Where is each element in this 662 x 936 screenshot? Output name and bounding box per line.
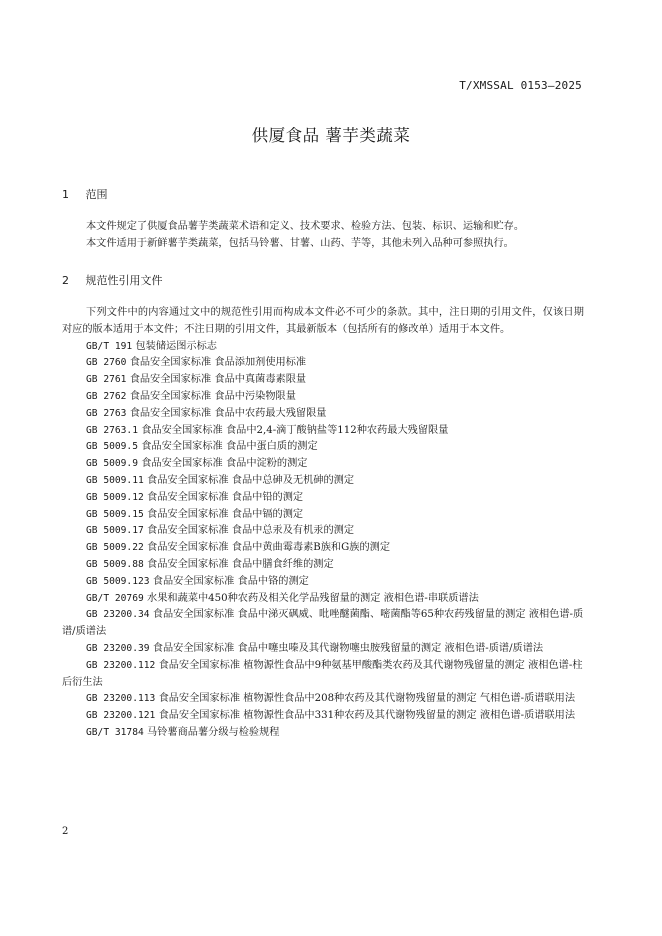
reference-code: GB/T 191: [86, 340, 133, 352]
reference-item: [62, 607, 584, 641]
reference-item: [62, 708, 584, 725]
reference-title: 食品安全国家标准 食品中涕灭砜威、吡唑醚菌酯、嘧菌酯等65种农药残留量的测定 液相色谱-质谱/质谱法: [62, 609, 584, 638]
reference-title: 食品安全国家标准 植物源性食品中208种农药及其代谢物残留量的测定 气相色谱-质谱联用法: [158, 693, 576, 705]
reference-title: 食品安全国家标准 食品中淀粉的测定: [141, 458, 308, 470]
reference-item: [62, 355, 584, 372]
reference-code: GB 2763: [86, 407, 127, 419]
reference-code: GB 5009.22: [86, 542, 144, 554]
reference-title: 食品安全国家标准 食品中真菌毒素限量: [129, 374, 307, 386]
paragraph: 下列文件中的内容通过文中的规范性引用而构成本文件必不可少的条款。其中，注日期的引用文件，仅该日期对应的版本适用于本文件；不注日期的引用文件，其最新版本（包括所有的修改单）适用于本文件。: [62, 307, 584, 335]
reference-code: GB 2760: [86, 357, 127, 369]
page-number: 2: [62, 826, 69, 837]
reference-item: [62, 473, 584, 490]
reference-item: [62, 423, 584, 440]
section-number: 1: [62, 188, 69, 201]
reference-title: 水果和蔬菜中450种农药及相关化学品残留量的测定 液相色谱-串联质谱法: [147, 592, 479, 604]
reference-item: [62, 641, 584, 658]
reference-title: 包装储运图示标志: [135, 340, 217, 352]
reference-code: GB 5009.88: [86, 558, 144, 570]
reference-title: 食品安全国家标准 食品中铅的测定: [147, 491, 304, 503]
reference-item: [62, 725, 584, 742]
reference-code: GB 5009.15: [86, 508, 144, 520]
reference-item: [62, 406, 584, 423]
reference-list: [62, 339, 584, 742]
reference-title: 食品安全国家标准 植物源性食品中9种氨基甲酸酯类农药及其代谢物残留量的测定 液相色谱-柱后衍生法: [62, 659, 583, 688]
reference-title: 食品安全国家标准 食品中农药最大残留限量: [129, 407, 327, 419]
page-title: 供厦食品 薯芋类蔬菜: [251, 126, 411, 145]
reference-code: GB/T 31784: [86, 726, 144, 738]
reference-code: GB 5009.123: [86, 575, 150, 587]
section-2-heading: [62, 272, 163, 288]
reference-code: GB 23200.39: [86, 642, 150, 654]
reference-title: 马铃薯商品薯分级与检验规程: [147, 726, 280, 738]
document-code: T/XMSSAL 0153—2025: [459, 79, 582, 92]
reference-item: [62, 523, 584, 540]
reference-title: 食品安全国家标准 植物源性食品中331种农药及其代谢物残留量的测定 液相色谱-质谱联用法: [158, 710, 576, 722]
reference-code: GB 2763.1: [86, 424, 138, 436]
reference-title: 食品安全国家标准 食品添加剂使用标准: [129, 357, 307, 369]
reference-title: 食品安全国家标准 食品中蛋白质的测定: [141, 441, 318, 453]
reference-code: GB 23200.112: [86, 659, 156, 671]
reference-code: GB 5009.17: [86, 525, 144, 537]
reference-title: 食品安全国家标准 食品中污染物限量: [129, 390, 296, 402]
reference-item: [62, 691, 584, 708]
reference-item: [62, 490, 584, 507]
reference-code: GB/T 20769: [86, 592, 144, 604]
reference-item: [62, 557, 584, 574]
reference-code: GB 5009.9: [86, 458, 138, 470]
reference-item: [62, 591, 584, 608]
reference-code: GB 23200.113: [86, 693, 156, 705]
paragraph: 本文件适用于新鲜薯芋类蔬菜，包括马铃薯、甘薯、山药、芋等，其他未列入品种可参照执行。: [86, 237, 514, 249]
section-2-body: [62, 305, 584, 742]
reference-item: [62, 372, 584, 389]
reference-title: 食品安全国家标准 食品中2,4-滴丁酸钠盐等112种农药最大残留限量: [141, 424, 449, 436]
reference-code: GB 23200.34: [86, 609, 150, 621]
section-title: 范围: [85, 188, 108, 201]
reference-item: [62, 439, 584, 456]
reference-title: 食品安全国家标准 食品中总汞及有机汞的测定: [147, 525, 355, 537]
section-title: 规范性引用文件: [85, 274, 163, 287]
reference-item: [62, 389, 584, 406]
reference-code: GB 2761: [86, 374, 127, 386]
reference-item: [62, 507, 584, 524]
reference-title: 食品安全国家标准 食品中镉的测定: [147, 508, 304, 520]
reference-item: [62, 658, 584, 692]
reference-title: 食品安全国家标准 食品中总砷及无机砷的测定: [147, 474, 355, 486]
paragraph: 本文件规定了供厦食品薯芋类蔬菜术语和定义、技术要求、检验方法、包装、标识、运输和贮存。: [86, 221, 525, 232]
reference-item: [62, 540, 584, 557]
reference-item: [62, 456, 584, 473]
section-1-heading: [62, 186, 108, 202]
reference-title: 食品安全国家标准 食品中黄曲霉毒素B族和G族的测定: [147, 542, 391, 554]
reference-code: GB 5009.5: [86, 441, 138, 453]
reference-title: 食品安全国家标准 食品中铬的测定: [152, 575, 309, 587]
reference-code: GB 5009.12: [86, 491, 144, 503]
reference-title: 食品安全国家标准 食品中膳食纤维的测定: [147, 558, 334, 570]
reference-code: GB 2762: [86, 390, 127, 402]
reference-title: 食品安全国家标准 食品中噻虫嗪及其代谢物噻虫胺残留量的测定 液相色谱-质谱/质谱法: [152, 642, 544, 654]
section-1-body: [62, 219, 584, 253]
reference-code: GB 23200.121: [86, 710, 156, 722]
section-number: 2: [62, 274, 69, 287]
reference-item: [62, 339, 584, 356]
reference-code: GB 5009.11: [86, 474, 144, 486]
reference-item: [62, 574, 584, 591]
